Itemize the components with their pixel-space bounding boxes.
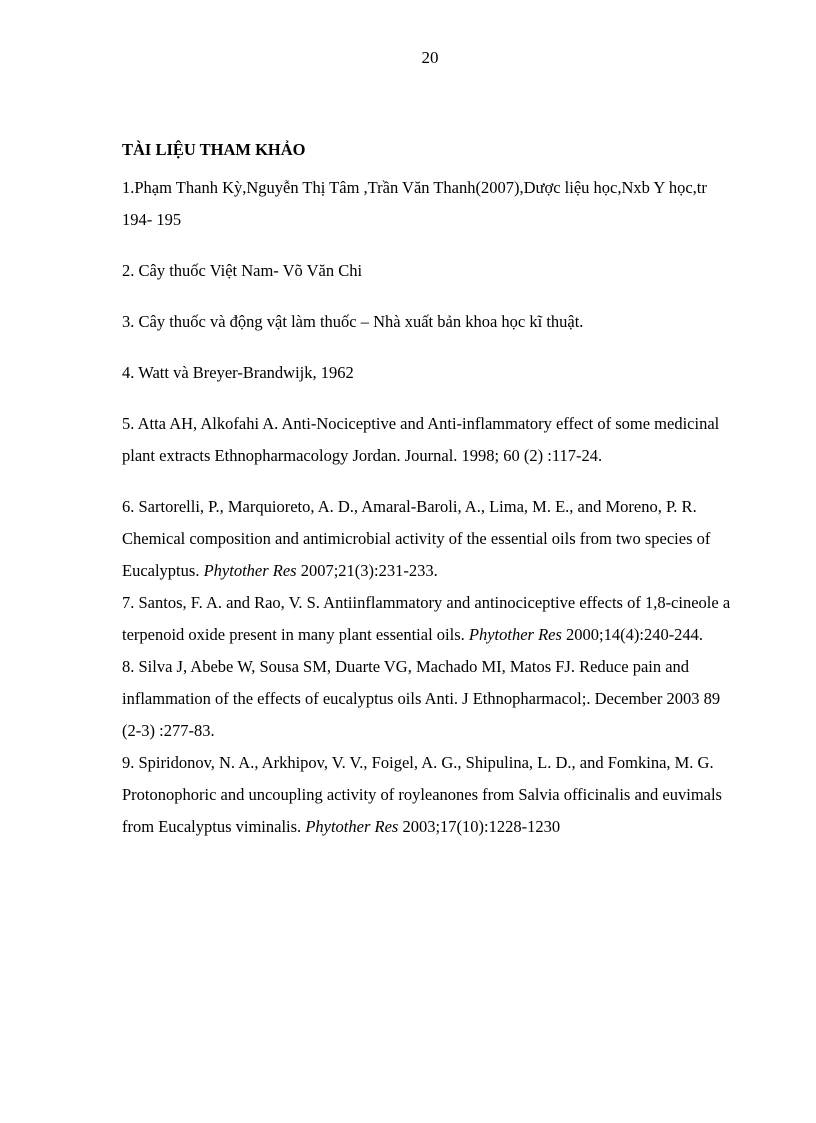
reference-9-citation: 2003;17(10):1228-1230: [402, 817, 561, 836]
reference-item-4: 4. Watt và Breyer-Brandwijk, 1962: [122, 363, 354, 382]
reference-item-5: 5. Atta AH, Alkofahi A. Anti-Nociceptive and Anti-inflammatory effect of some medicinal plant extracts Ethnopharmacology Jordan. Journal. 1998; 60 (2) :117-24.: [122, 414, 720, 465]
reference-7-body: 7. Santos, F. A. and Rao, V. S. Antiinflammatory and antinociceptive effects of 1,8-cineole a terpenoid oxide present in many plant essential oils.: [122, 593, 731, 644]
reference-item-6: [122, 491, 734, 587]
reference-6-journal: Phytother Res: [203, 561, 297, 580]
reference-9-journal: Phytother Res: [305, 817, 399, 836]
reference-item-1: 1.Phạm Thanh Kỳ,Nguyễn Thị Tâm ,Trần Văn Thanh(2007),Dược liệu học,Nxb Y học,tr 194- 195: [122, 178, 707, 229]
references-heading: TÀI LIỆU THAM KHẢO: [122, 140, 306, 159]
page-number: 20: [421, 48, 439, 67]
reference-item-2: 2. Cây thuốc Việt Nam- Võ Văn Chi: [122, 261, 363, 280]
reference-item-7: [122, 587, 734, 651]
reference-7-citation: 2000;14(4):240-244.: [566, 625, 704, 644]
reference-9-body: 9. Spiridonov, N. A., Arkhipov, V. V., Foigel, A. G., Shipulina, L. D., and Fomkina, M. G. Protonophoric and uncoupling activity of royleanones from Salvia officinalis and euvimals from Eucalyptus viminalis.: [122, 753, 722, 836]
reference-item-3: 3. Cây thuốc và động vật làm thuốc – Nhà xuất bản khoa học kĩ thuật.: [122, 312, 584, 331]
reference-item-8: 8. Silva J, Abebe W, Sousa SM, Duarte VG, Machado MI, Matos FJ. Reduce pain and inflammation of the effects of eucalyptus oils Anti. J Ethnopharmacol;. December 2003 89 (2-3) :277-83.: [122, 657, 721, 740]
reference-7-journal: Phytother Res: [468, 625, 562, 644]
references-section: [122, 134, 734, 843]
reference-item-9: [122, 747, 734, 843]
reference-6-citation: 2007;21(3):231-233.: [300, 561, 438, 580]
reference-6-body: 6. Sartorelli, P., Marquioreto, A. D., Amaral-Baroli, A., Lima, M. E., and Moreno, P. R. Chemical composition and antimicrobial activity of the essential oils from two species of Eucalyptus.: [122, 497, 711, 580]
